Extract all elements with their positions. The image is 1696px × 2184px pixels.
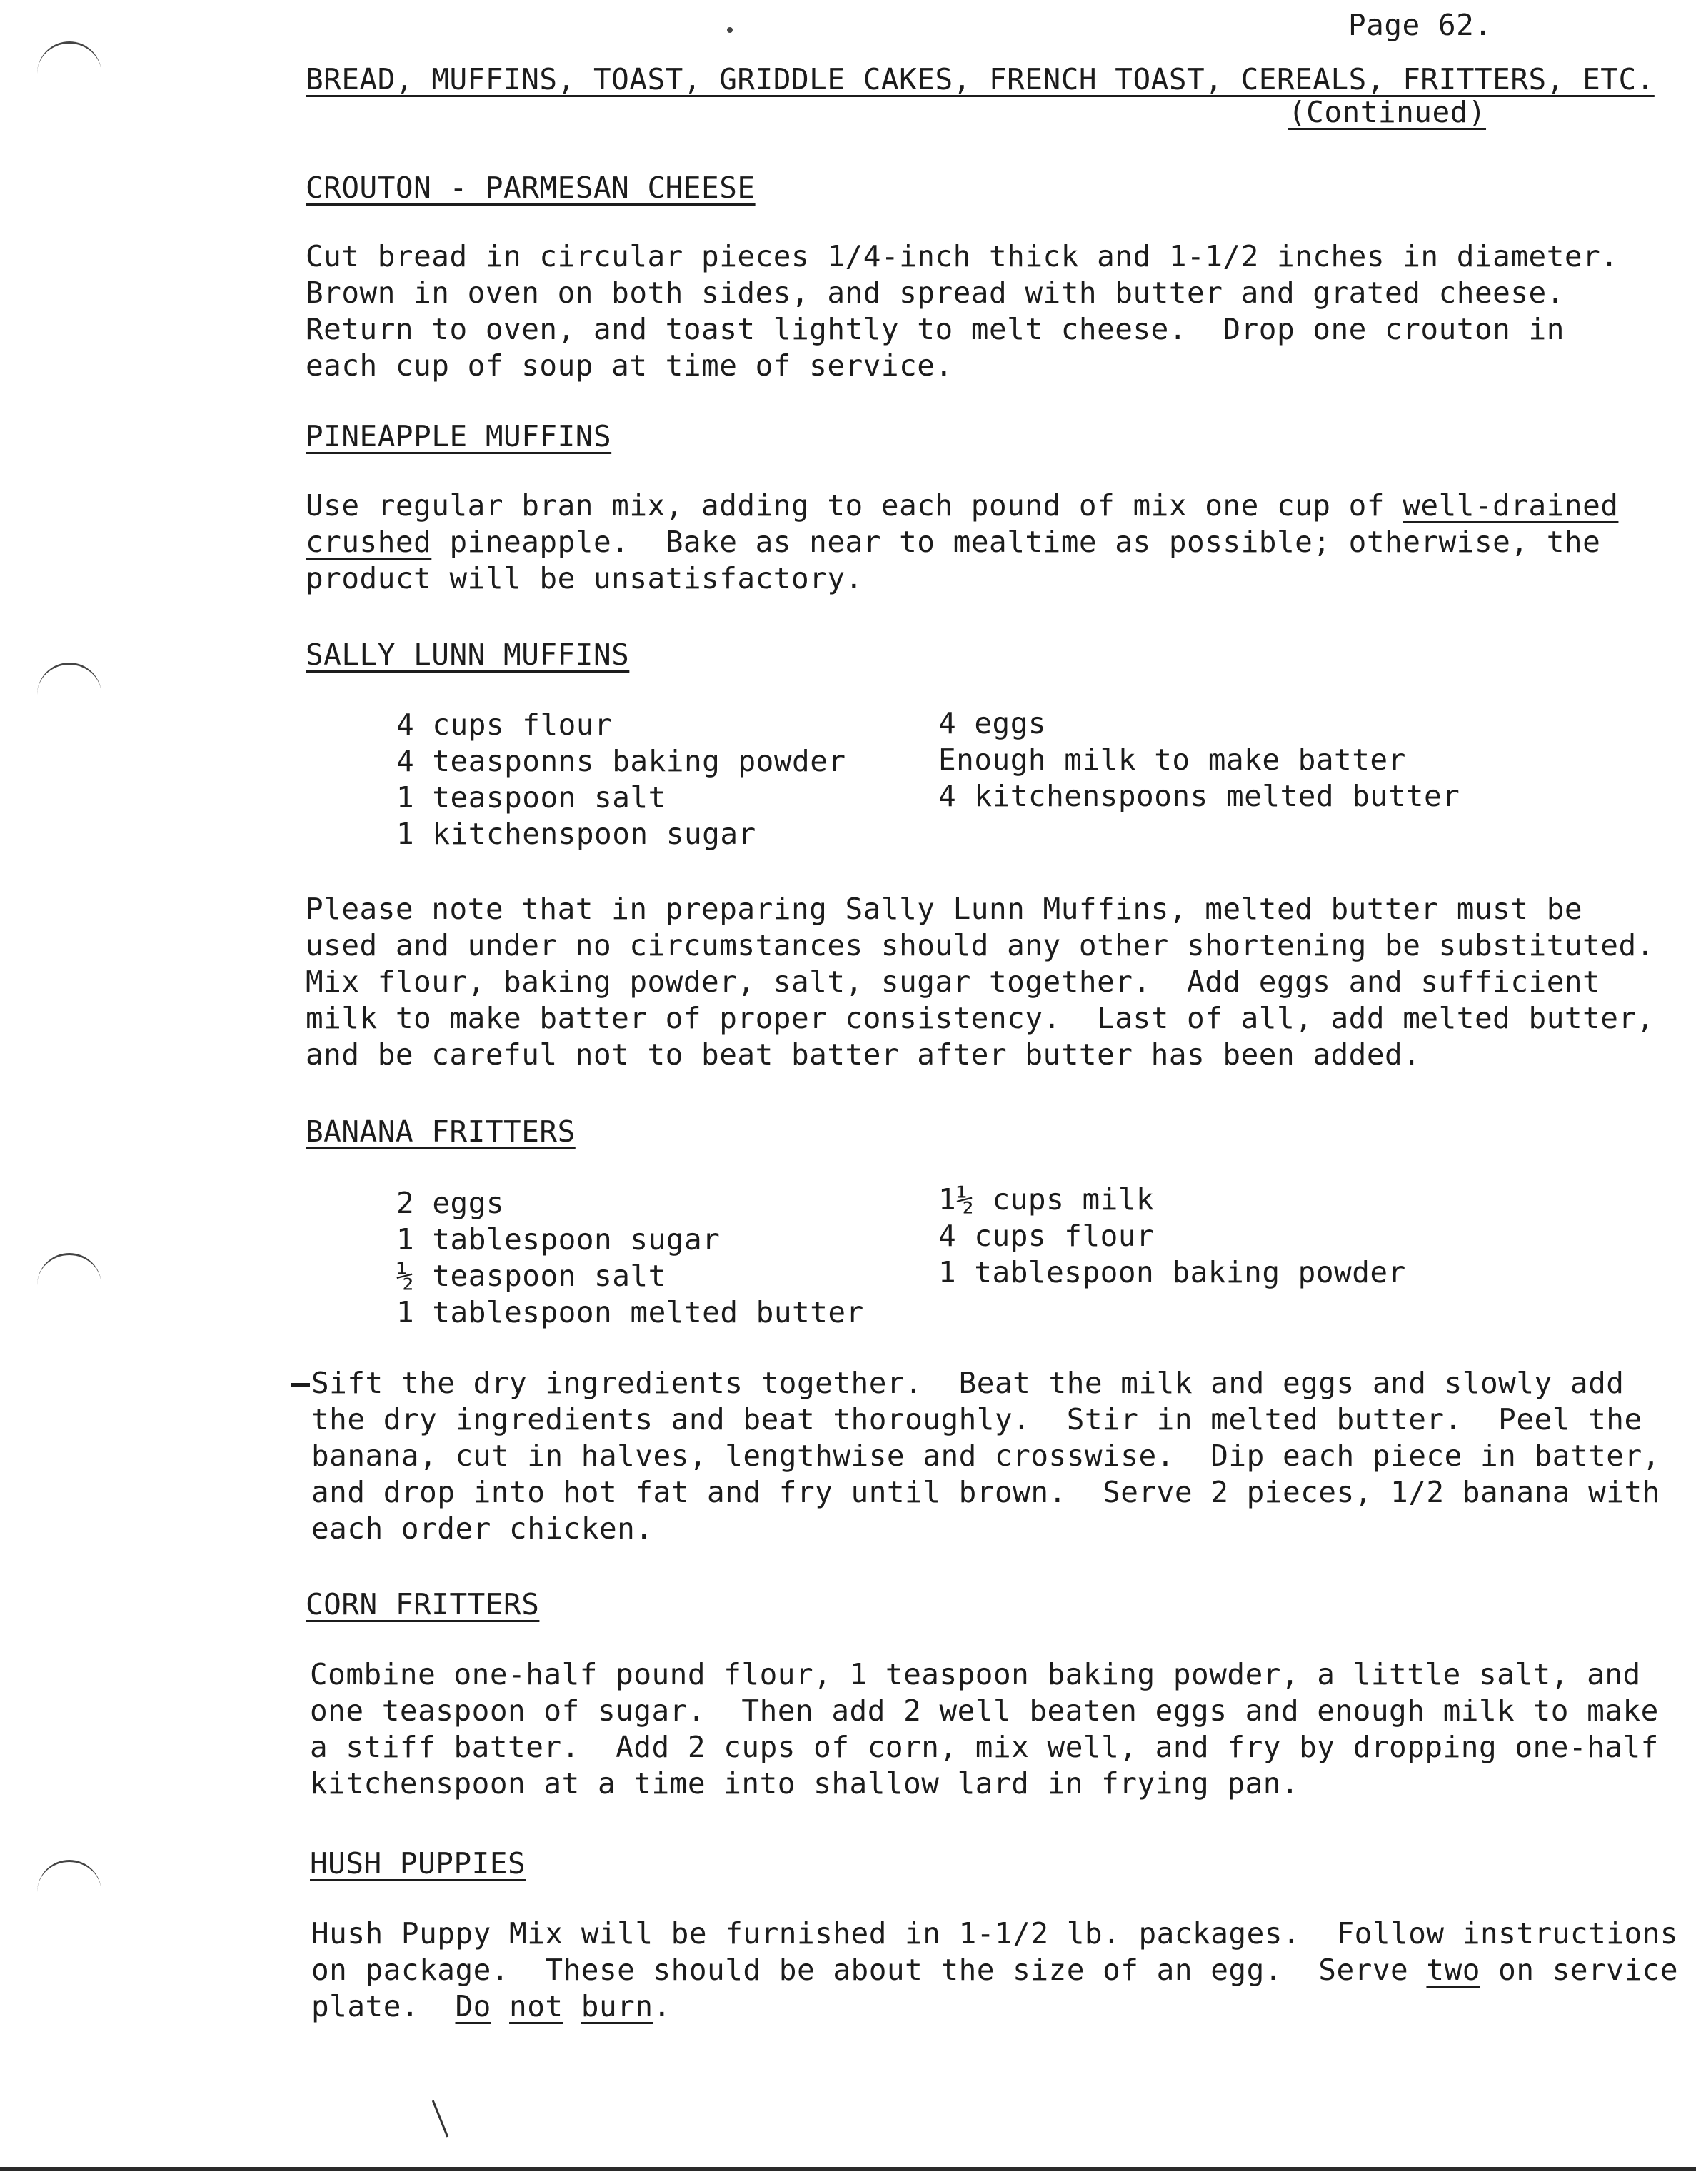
text-run: . bbox=[653, 1989, 671, 2023]
text-run: plate. bbox=[311, 1989, 456, 2023]
section-heading-corn: CORN FRITTERS bbox=[306, 1587, 540, 1621]
binder-hole-mark bbox=[37, 41, 101, 86]
section-body-pineapple bbox=[306, 488, 1662, 597]
text-line: Sift the dry ingredients together. Beat the milk and eggs and slowly add bbox=[311, 1366, 1625, 1400]
ingredient-item: 1 kitchenspoon sugar bbox=[396, 817, 756, 851]
underlined-text: Do bbox=[455, 1989, 491, 2023]
ingredient-item: 1 teaspoon salt bbox=[396, 780, 666, 815]
stray-dot-mark bbox=[727, 27, 733, 33]
underlined-text: not bbox=[509, 1989, 563, 2023]
text-line: and be careful not to beat batter after butter has been added. bbox=[306, 1037, 1421, 1072]
ingredient-list-left bbox=[396, 707, 846, 852]
binder-hole-mark bbox=[37, 1253, 101, 1298]
text-line bbox=[306, 488, 1662, 524]
ingredient-item: Enough milk to make batter bbox=[938, 743, 1406, 777]
text-line: product will be unsatisfactory. bbox=[306, 561, 863, 595]
text-run bbox=[491, 1989, 509, 2023]
text-line: each cup of soup at time of service. bbox=[306, 348, 953, 383]
text-line: a stiff batter. Add 2 cups of corn, mix well, and fry by dropping one-half bbox=[310, 1730, 1659, 1764]
text-line: used and under no circumstances should any other shortening be substituted. bbox=[306, 928, 1655, 962]
ingredient-item: 4 cups flour bbox=[396, 708, 613, 742]
ingredient-item: 1 tablespoon baking powder bbox=[938, 1255, 1406, 1289]
continued-label: (Continued) bbox=[1288, 95, 1487, 129]
underlined-text: crushed bbox=[306, 525, 432, 559]
text-line: one teaspoon of sugar. Then add 2 well beaten eggs and enough milk to make bbox=[310, 1694, 1659, 1728]
text-line bbox=[311, 1988, 1668, 2025]
text-line: Please note that in preparing Sally Lunn Muffins, melted butter must be bbox=[306, 892, 1583, 926]
text-line: Mix flour, baking powder, salt, sugar together. Add eggs and sufficient bbox=[306, 965, 1601, 999]
text-line: Combine one-half pound flour, 1 teaspoon baking powder, a little salt, and bbox=[310, 1657, 1641, 1691]
text-line: kitchenspoon at a time into shallow lard in frying pan. bbox=[310, 1766, 1300, 1801]
section-heading-banana: BANANA FRITTERS bbox=[306, 1114, 576, 1149]
section-body-crouton bbox=[306, 238, 1662, 384]
text-line: banana, cut in halves, lengthwise and crosswise. Dip each piece in batter, bbox=[311, 1439, 1660, 1473]
text-line: Hush Puppy Mix will be furnished in 1-1/2 lb. packages. Follow instructions bbox=[311, 1916, 1678, 1951]
page-header-title: BREAD, MUFFINS, TOAST, GRIDDLE CAKES, FRENCH TOAST, CEREALS, FRITTERS, ETC. bbox=[306, 62, 1655, 96]
text-line: Brown in oven on both sides, and spread with butter and grated cheese. bbox=[306, 276, 1565, 310]
ingredient-item: 1½ cups milk bbox=[938, 1182, 1155, 1217]
binder-hole-mark bbox=[37, 1860, 101, 1905]
text-line: each order chicken. bbox=[311, 1511, 653, 1546]
ingredient-item: ½ teaspoon salt bbox=[396, 1259, 666, 1293]
page-number: Page 62. bbox=[1348, 8, 1492, 42]
ingredient-item: 4 cups flour bbox=[938, 1219, 1155, 1253]
text-run: pineapple. Bake as near to mealtime as possible; otherwise, the bbox=[431, 525, 1601, 559]
text-line: Cut bread in circular pieces 1/4-inch thick and 1-1/2 inches in diameter. bbox=[306, 239, 1619, 273]
section-heading-pineapple: PINEAPPLE MUFFINS bbox=[306, 419, 612, 453]
ingredient-list-right bbox=[938, 705, 1460, 815]
binder-hole-mark bbox=[37, 663, 101, 708]
text-run: on service bbox=[1480, 1953, 1679, 1987]
underlined-text: burn bbox=[581, 1989, 653, 2023]
section-heading-sally-lunn: SALLY LUNN MUFFINS bbox=[306, 638, 630, 672]
text-run: on package. These should be about the size of an egg. Serve bbox=[311, 1953, 1427, 1987]
ingredient-item: 1 tablespoon melted butter bbox=[396, 1295, 864, 1329]
section-heading-hush-puppies: HUSH PUPPIES bbox=[310, 1846, 526, 1881]
ingredient-item: 4 teasponns baking powder bbox=[396, 744, 846, 778]
section-body-banana bbox=[311, 1365, 1668, 1547]
section-heading-crouton: CROUTON - PARMESAN CHEESE bbox=[306, 171, 756, 205]
ingredient-item: 2 eggs bbox=[396, 1186, 505, 1220]
text-line: milk to make batter of proper consistency. Last of all, add melted butter, bbox=[306, 1001, 1655, 1035]
section-body-corn bbox=[310, 1656, 1667, 1802]
ingredient-item: 4 eggs bbox=[938, 706, 1047, 740]
section-body-sally-lunn bbox=[306, 891, 1662, 1073]
stray-pen-mark bbox=[432, 2100, 448, 2137]
underlined-text: two bbox=[1426, 1953, 1480, 1987]
bottom-edge-rule bbox=[0, 2167, 1696, 2171]
ingredient-list-right bbox=[938, 1182, 1406, 1291]
text-line: the dry ingredients and beat thoroughly. Stir in melted butter. Peel the bbox=[311, 1402, 1642, 1436]
text-line bbox=[311, 1952, 1679, 1988]
text-run bbox=[563, 1989, 581, 2023]
text-line: Return to oven, and toast lightly to melt cheese. Drop one crouton in bbox=[306, 312, 1565, 346]
section-body-hush-puppies bbox=[311, 1916, 1679, 2025]
ingredient-item: 4 kitchenspoons melted butter bbox=[938, 779, 1460, 813]
text-line: and drop into hot fat and fry until brown. Serve 2 pieces, 1/2 banana with bbox=[311, 1475, 1660, 1509]
underlined-text: well-drained bbox=[1403, 488, 1619, 523]
margin-arrow-mark bbox=[291, 1383, 310, 1387]
ingredient-item: 1 tablespoon sugar bbox=[396, 1222, 721, 1257]
text-run: Use regular bran mix, adding to each pound of mix one cup of bbox=[306, 488, 1403, 523]
text-line bbox=[306, 524, 1662, 560]
ingredient-list-left bbox=[396, 1185, 864, 1331]
